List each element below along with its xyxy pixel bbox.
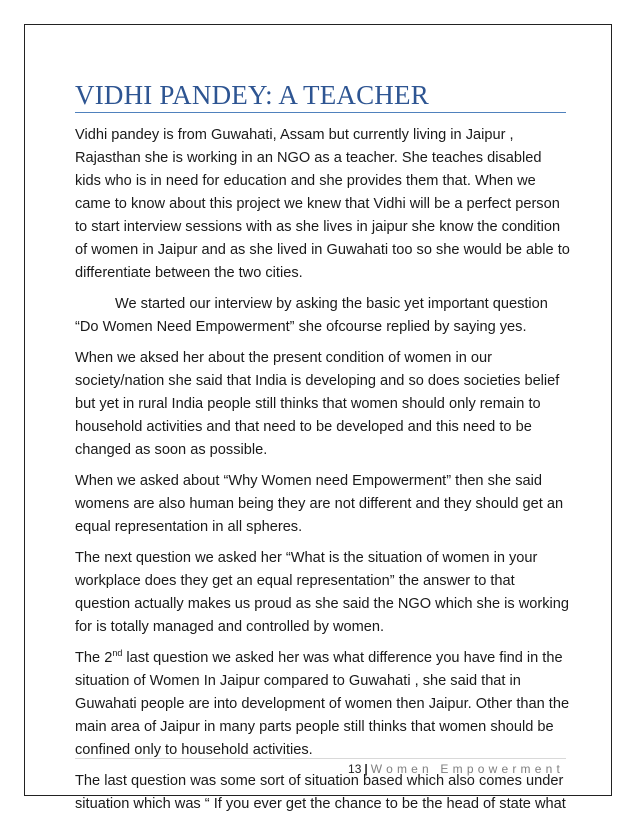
page-number: 13 — [348, 762, 362, 776]
footer-separator: | — [364, 762, 368, 776]
footer-section-title: Women Empowerment — [370, 762, 564, 776]
paragraph: When we aksed her about the present condition of women in our society/nation she said that India is developing and so does societies belief but yet in rural India people still thinks that women should only remain to household activities and that need to be developed and this need to be changed as soon as possible. — [75, 350, 560, 458]
title-underline — [75, 112, 566, 113]
paragraph — [75, 647, 570, 762]
article-body — [75, 124, 570, 824]
paragraph-prefix: The 2 — [75, 650, 113, 666]
footer-divider — [75, 758, 566, 759]
paragraph: We started our interview by asking the basic yet important question “Do Women Need Empowerment” she ofcourse replied by saying yes. — [75, 296, 548, 335]
paragraph: The next question we asked her “What is the situation of women in your workplace does they get an equal representation” the answer to that question actually makes us proud as she said the NGO which she is working for is totally managed and controlled by women. — [75, 550, 569, 635]
paragraph: When we asked about “Why Women need Empowerment” then she said womens are also human being they are not different and they should get an equal representation in all spheres. — [75, 473, 564, 535]
paragraph-rest: last question we asked her was what difference you have find in the situation of Women In Jaipur compared to Guwahati , she said that in Guwahati people are into development of women then Jaipur. Other than the main area of Jaipur in many parts people still thinks that women should be confined only to household activities. — [75, 650, 570, 758]
page-title: VIDHI PANDEY: A TEACHER — [75, 80, 429, 110]
page-footer — [348, 762, 564, 776]
paragraph: The last question was some sort of situation based which also comes under situation which was “ If you ever get the chance to be the head of state what — [75, 773, 566, 812]
ordinal-superscript: nd — [112, 648, 123, 659]
paragraph: Vidhi pandey is from Guwahati, Assam but currently living in Jaipur , Rajasthan she is working in an NGO as a teacher. She teaches disabled kids who is in need for education and she provides them that. When we came to know about this project we knew that Vidhi will be a perfect person to start interview sessions with as she lives in jaipur she know the condition of women in Jaipur and as she lived in Guwahati too so she would be able to differentiate between the two cities. — [75, 127, 570, 281]
